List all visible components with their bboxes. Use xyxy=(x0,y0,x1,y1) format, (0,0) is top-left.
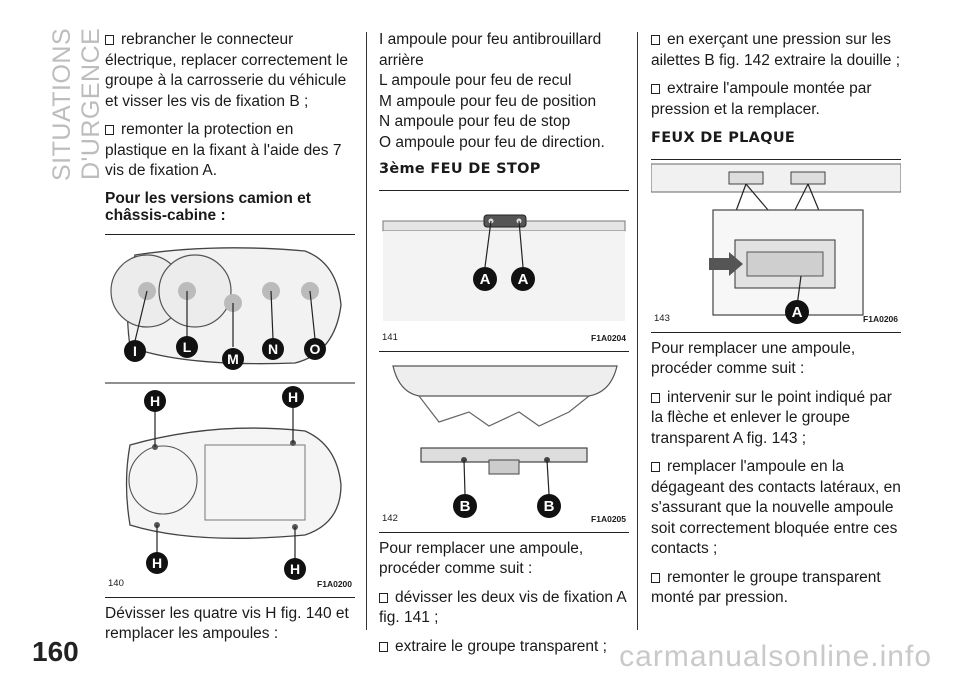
label-O: O xyxy=(309,340,321,357)
label-H: H xyxy=(149,392,161,409)
third-stop-light-diagram xyxy=(379,191,629,351)
column-2 xyxy=(379,30,629,665)
label-M: M xyxy=(227,350,239,367)
label-H: H xyxy=(289,560,301,577)
figure-caption: 142 F1A0205 xyxy=(382,513,626,524)
page-number: 160 xyxy=(32,636,79,667)
legend-line: M ampoule pour feu de position xyxy=(379,92,597,110)
section-heading: 3ème FEU DE STOP xyxy=(379,161,541,177)
bullet-paragraph: rebrancher le connecteur électrique, replacer correctement le groupe à la carrosserie du véhicule et visser les vis de fixation B ; xyxy=(105,31,348,110)
figure-142 xyxy=(379,352,629,533)
paragraph: Pour remplacer une ampoule, procéder comme suit : xyxy=(379,539,584,577)
bullet-paragraph: intervenir sur le point indiqué par la flèche et enlever le groupe transparent A fig. 143 ; xyxy=(651,388,892,447)
figure-141 xyxy=(379,190,629,352)
checkbox-bullet-icon xyxy=(651,393,660,403)
figure-140 xyxy=(105,234,355,598)
bullet-paragraph: extraire le groupe transparent ; xyxy=(379,637,629,658)
checkbox-bullet-icon xyxy=(105,125,114,135)
label-N: N xyxy=(267,340,279,357)
paragraph: Dévisser les quatre vis H fig. 140 et remplacer les ampoules : xyxy=(105,604,349,642)
checkbox-bullet-icon xyxy=(379,642,388,652)
paragraph: Pour remplacer une ampoule, procéder comme suit : xyxy=(651,339,856,377)
column-divider xyxy=(366,32,367,630)
label-A: A xyxy=(517,270,529,288)
label-L: L xyxy=(182,338,192,355)
legend-line: L ampoule pour feu de recul xyxy=(379,72,572,89)
bullet-paragraph: remonter la protection en plastique en la fixant à l'aide des 7 vis de fixation A. xyxy=(105,121,342,179)
label-A: A xyxy=(791,303,803,321)
label-H: H xyxy=(151,554,163,571)
figure-caption: 143 F1A0206 xyxy=(654,313,898,324)
checkbox-bullet-icon xyxy=(105,35,114,45)
column-1 xyxy=(105,30,355,653)
bullet-paragraph: remonter le groupe transparent monté par pression. xyxy=(651,568,881,606)
bullet-paragraph: extraire l'ampoule montée par pression et la remplacer. xyxy=(651,80,872,118)
section-side-title: SITUATIONS D'URGENCE xyxy=(48,28,105,182)
label-A: A xyxy=(479,270,491,288)
plate-light-diagram xyxy=(651,160,901,332)
checkbox-bullet-icon xyxy=(651,573,660,583)
bullet-paragraph: en exerçant une pression sur les ailettes B fig. 142 extraire la douille ; xyxy=(651,31,900,69)
legend-line: O ampoule pour feu de direction. xyxy=(379,133,605,151)
checkbox-bullet-icon xyxy=(651,84,660,94)
legend-line: I ampoule pour feu antibrouillard arrière xyxy=(379,31,602,69)
bullet-paragraph: remplacer l'ampoule en la dégageant des contacts latéraux, en s'assurant que la nouvelle ampoule soit correctement bloquée entre ces contacts ; xyxy=(651,458,901,557)
checkbox-bullet-icon xyxy=(651,462,660,472)
label-H: H xyxy=(287,388,299,405)
bulb-holder-diagram xyxy=(379,352,629,532)
label-I: I xyxy=(133,342,137,359)
figure-caption: 140 F1A0200 xyxy=(108,578,352,589)
checkbox-bullet-icon xyxy=(651,35,660,45)
figure-143 xyxy=(651,159,901,333)
checkbox-bullet-icon xyxy=(379,593,388,603)
column-divider xyxy=(637,32,638,630)
subheading: Pour les versions camion et châssis-cabine : xyxy=(105,189,311,224)
watermark: carmanualsonline.info xyxy=(619,640,932,673)
column-3 xyxy=(651,30,901,617)
label-B: B xyxy=(543,497,555,515)
label-B: B xyxy=(459,497,471,515)
section-heading: FEUX DE PLAQUE xyxy=(651,130,796,146)
legend-line: N ampoule pour feu de stop xyxy=(379,113,571,130)
bullet-paragraph: dévisser les deux vis de fixation A fig. 141 ; xyxy=(379,588,626,626)
tail-light-diagram xyxy=(105,235,355,597)
figure-caption: 141 F1A0204 xyxy=(382,332,626,343)
